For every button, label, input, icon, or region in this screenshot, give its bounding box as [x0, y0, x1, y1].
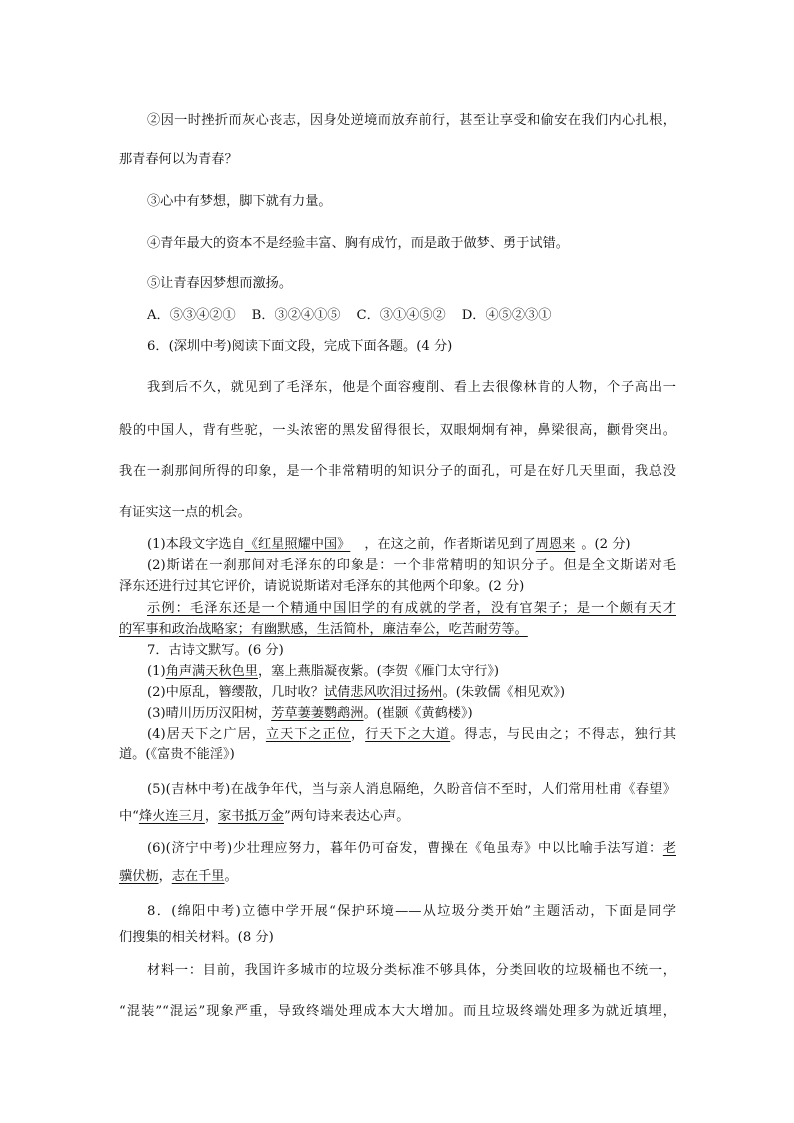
q7-line-2-answer: 试倩悲风吹泪过扬州 [323, 685, 443, 700]
q6-sub-2-answer-line-1 [147, 600, 676, 618]
q7-line-4-cont: 道。(《富贵不能淫》) [119, 747, 235, 762]
q7-line-2 [147, 684, 676, 702]
choice-b: B．③②④①⑤ [251, 308, 341, 323]
q8-heading-1: 8．(绵阳中考)立德中学开展“保护环境——从垃圾分类开始”主题活动，下面是同学 [147, 904, 676, 919]
q5-item-5: ⑤让青春因梦想而激扬。 [147, 276, 293, 291]
q7-line-1: (1)角声满天秋色里，塞上燕脂凝夜紫。(李贺《雁门太守行》) [147, 664, 500, 679]
q6-sub-1-prefix: (1)本段文字选自 [147, 537, 245, 552]
q7-line-4-prefix: (4)居天下之广居， [147, 727, 266, 742]
q7-line-4-answer-1: 立天下之正位 [265, 727, 351, 742]
q7-heading: 7．古诗文默写。(6 分) [147, 643, 284, 658]
choice-d: D．④⑤②③① [461, 308, 552, 323]
q5-item-2-line-2: 那青春何以为青春？ [119, 152, 238, 167]
q8-material-line-2: “混装”“混运”现象严重，导致终端处理成本大大增加。而且垃圾终端处理多为就近填埋， [119, 1004, 676, 1019]
q6-sub-2-line-1: (2)斯诺在一刹那间对毛泽东的印象是：一个非常精明的知识分子。但是全文斯诺对毛 [147, 558, 676, 573]
q7-line-4 [147, 726, 676, 744]
q6-passage-line-1: 我到后不久，就见到了毛泽东，他是个面容瘦削、看上去很像林肯的人物，个子高出一 [147, 380, 676, 395]
q8-material-line-1: 材料一：目前，我国许多城市的垃圾分类标准不够具体，分类回收的垃圾桶也不统一， [147, 963, 676, 978]
q5-item-4: ④青年最大的资本不是经验丰富、胸有成竹，而是敢于做梦、勇于试错。 [147, 236, 569, 251]
q6-passage-line-3: 我在一刹那间所得的印象，是一个非常精明的知识分子的面孔，可是在好几天里面，我总没 [119, 464, 676, 479]
q7-line-6-sep: ， [158, 869, 172, 884]
q7-line-3-prefix: (3)晴川历历汉阳树， [147, 706, 272, 721]
q5-item-3: ③心中有梦想，脚下就有力量。 [147, 194, 332, 209]
q6-sub-2-answer-line-2 [119, 621, 676, 639]
q7-line-4-answer-2: 行天下之大道 [365, 727, 451, 742]
q7-line-6-end: 。 [224, 869, 238, 884]
q7-line-5-1: (5)(吉林中考)在战争年代，当与亲人消息隔绝，久盼音信不至时，人们常用杜甫《春望》 [147, 782, 676, 797]
q7-line-4-rest: 。得志，与民由之；不得志，独行其 [450, 727, 676, 742]
q7-line-3-rest: 。(崔颢《黄鹤楼》) [363, 706, 473, 721]
q6-heading: 6．(深圳中考)阅读下面文段，完成下面各题。(4 分) [147, 339, 453, 354]
q7-line-6-answer-1b: 骥伏枥 [119, 869, 159, 884]
q6-sub-1-answer-1: 《红星照耀中国》 [244, 537, 351, 552]
q7-line-4-sep: ， [350, 727, 366, 742]
q7-line-6-answer-1a: 老 [662, 841, 676, 856]
q7-line-5-sep: ， [204, 809, 219, 824]
q7-line-6-2 [119, 868, 676, 886]
q7-line-6-1 [147, 840, 676, 858]
choice-a: A．⑤③④②① [147, 308, 236, 323]
q7-line-5-rest: ”两句诗来表达心声。 [284, 809, 410, 824]
q7-line-5-2 [119, 808, 676, 826]
q6-sub-1-suffix: 。(2 分) [581, 537, 631, 552]
q6-sub-1-answer-2: 周恩来 [535, 537, 576, 552]
q7-line-5-prefix: 中“ [119, 809, 139, 824]
q8-heading-2: 们搜集的相关材料。(8 分) [119, 930, 274, 945]
q6-sub-2-answer-2: 的军事和政治战略家；有幽默感，生活简朴，廉洁奉公，吃苦耐劳等。 [119, 622, 528, 637]
q6-sub-2-answer-1: 示例：毛泽东还是一个精通中国旧学的有成就的学者，没有官架子；是一个颇有天才 [147, 601, 676, 616]
q7-line-6-answer-2: 志在千里 [171, 869, 225, 884]
q7-line-1-answer: 角声满天秋色里 [165, 664, 258, 679]
q6-passage-line-2: 般的中国人，背有些驼，一头浓密的黑发留得很长，双眼炯炯有神，鼻梁很高，颧骨突出。 [119, 423, 676, 438]
q7-line-6-prefix: (6)(济宁中考)少壮理应努力，暮年仍可奋发，曹操在《龟虽寿》中以比喻手法写道： [147, 841, 663, 856]
q5-choices [147, 307, 676, 325]
q6-passage-line-4: 有证实这一点的机会。 [119, 505, 251, 520]
choice-c: C．③①④⑤② [356, 308, 446, 323]
q7-line-3-answer: 芳草萋萋鹦鹉洲 [271, 706, 364, 721]
q7-line-1-rest: ，塞上燕脂凝夜紫。(李贺《雁门太守行》) [258, 664, 500, 679]
q5-item-2-line-1: ②因一时挫折而灰心丧志，因身处逆境而放弃前行，甚至让享受和偷安在我们内心扎根， [147, 113, 676, 128]
q6-sub-1-mid: ，在这之前，作者斯诺见到了 [364, 537, 536, 552]
q7-line-3 [147, 705, 676, 723]
q7-line-2-rest: 。(朱敦儒《相见欢》) [442, 685, 566, 700]
q6-sub-1 [147, 536, 676, 554]
q7-line-5-answer-2: 家书抵万金 [218, 809, 284, 824]
q7-line-5-answer-1: 烽火连三月 [138, 809, 205, 824]
q6-sub-2-line-2: 泽东还进行过其它评价，请说说斯诺对毛泽东的其他两个印象。(2 分) [119, 579, 525, 594]
q7-line-2-prefix: (2)中原乱，簪缨散，几时收？ [147, 685, 324, 700]
